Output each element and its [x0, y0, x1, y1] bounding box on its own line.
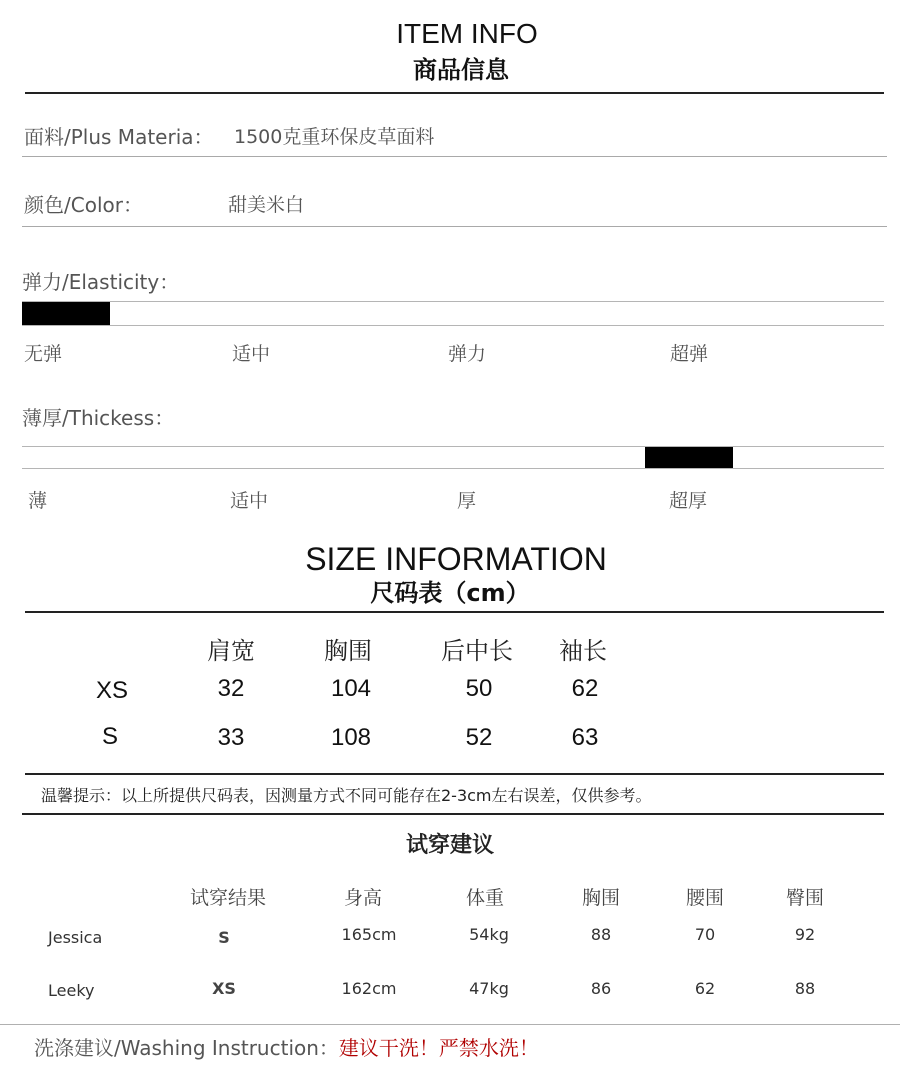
color-value: 甜美米白 [228, 194, 305, 216]
thickness-scale-label: 超厚 [669, 490, 708, 512]
fit-col-header: 体重 [465, 887, 504, 909]
elasticity-scale-label: 适中 [232, 343, 271, 365]
size-cell: 52 [465, 724, 493, 751]
size-row-label: XS [95, 677, 128, 704]
size-cell: 62 [571, 675, 599, 702]
fit-cell: 162cm [341, 979, 397, 998]
fit-cell: 165cm [341, 925, 397, 944]
washing-value: 建议干洗！严禁水洗！ [338, 1036, 539, 1060]
thickness-scale-label: 适中 [230, 490, 269, 512]
washing-instruction [34, 1032, 539, 1061]
fit-name: Jessica [48, 928, 103, 947]
size-cell: 33 [217, 724, 245, 751]
size-note: 温馨提示：以上所提供尺码表，因测量方式不同可能存在2-3cm左右误差，仅供参考。 [41, 786, 652, 805]
fit-cell: 88 [590, 925, 612, 944]
fit-col-header: 试穿结果 [189, 887, 266, 909]
fit-col-header: 腰围 [685, 887, 724, 909]
size-info-title-en: SIZE INFORMATION [305, 541, 607, 577]
fit-cell: 47kg [469, 979, 509, 998]
item-info-title-en: ITEM INFO [396, 18, 538, 49]
elasticity-scale-label: 弹力 [448, 343, 487, 365]
material-label: 面料/Plus Materia： [24, 125, 214, 149]
fit-name: Leeky [48, 981, 95, 1000]
fit-advice-title: 试穿建议 [405, 833, 494, 858]
washing-label: 洗涤建议/Washing Instruction： [34, 1036, 339, 1060]
item-info-title-zh: 商品信息 [413, 56, 509, 84]
size-col-header: 胸围 [324, 637, 372, 665]
size-cell: 50 [465, 675, 493, 702]
divider [25, 773, 884, 775]
fit-result: XS [212, 979, 236, 998]
size-row-label: S [101, 723, 118, 750]
size-cell: 104 [330, 675, 372, 702]
material-value: 1500克重环保皮草面料 [234, 126, 435, 148]
elasticity-scale-bar [22, 301, 884, 326]
elasticity-scale-label: 无弹 [24, 343, 63, 365]
size-col-header: 后中长 [441, 637, 513, 665]
divider [25, 611, 884, 613]
thickness-label: 薄厚/Thickess： [22, 406, 175, 430]
size-col-header: 袖长 [559, 637, 607, 665]
fit-cell: 88 [794, 979, 816, 998]
fit-cell: 54kg [469, 925, 509, 944]
fit-col-header: 胸围 [581, 887, 620, 909]
thickness-scale-label: 薄 [28, 490, 48, 512]
size-cell: 108 [330, 724, 372, 751]
fit-cell: 92 [794, 925, 816, 944]
divider [0, 1024, 900, 1025]
size-info-title-zh: 尺码表（cm） [370, 579, 530, 607]
divider [22, 813, 884, 815]
elasticity-scale-label: 超弹 [670, 343, 709, 365]
elasticity-label: 弹力/Elasticity： [22, 270, 180, 294]
elasticity-indicator [22, 302, 110, 325]
fit-col-header: 身高 [343, 887, 382, 909]
fit-cell: 62 [694, 979, 716, 998]
fit-cell: 86 [590, 979, 612, 998]
color-label: 颜色/Color： [24, 193, 143, 217]
fit-result: S [218, 928, 230, 947]
size-cell: 63 [571, 724, 599, 751]
thickness-scale-label: 厚 [457, 490, 477, 512]
thickness-indicator [645, 447, 733, 468]
size-cell: 32 [217, 675, 245, 702]
divider [22, 156, 887, 157]
divider [22, 226, 887, 227]
size-col-header: 肩宽 [207, 637, 255, 665]
divider [25, 92, 884, 94]
fit-col-header: 臀围 [785, 887, 824, 909]
fit-cell: 70 [694, 925, 716, 944]
thickness-scale-bar [22, 446, 884, 469]
